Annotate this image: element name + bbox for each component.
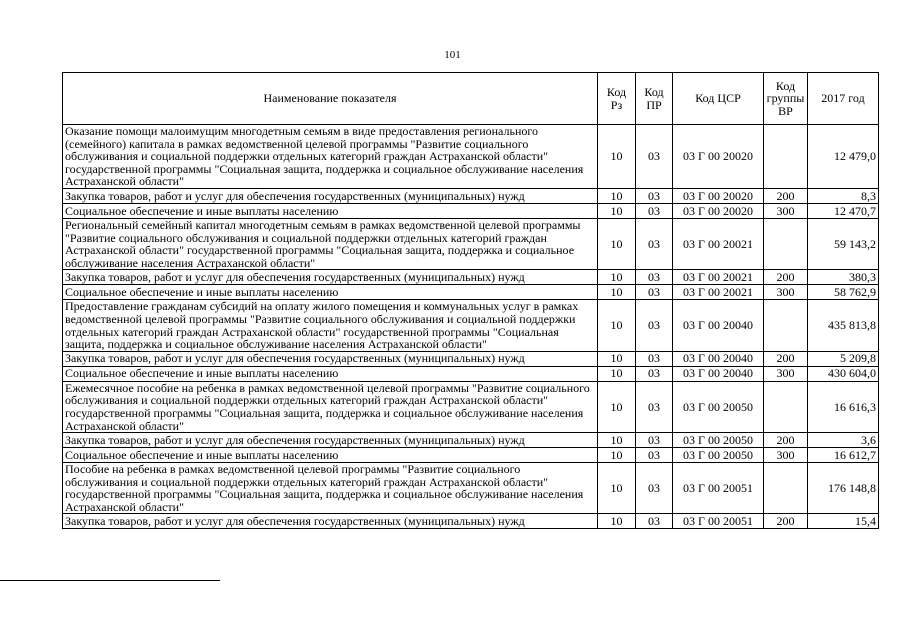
row-csr: 03 Г 00 20020 xyxy=(673,188,764,203)
header-name: Наименование показателя xyxy=(63,73,598,125)
header-pr: Код ПР xyxy=(636,73,673,125)
row-pr: 03 xyxy=(636,351,673,366)
row-pr: 03 xyxy=(636,366,673,381)
row-pr: 03 xyxy=(636,433,673,448)
row-vr: 200 xyxy=(764,514,808,529)
row-pr: 03 xyxy=(636,125,673,189)
row-amount: 12 470,7 xyxy=(808,203,879,218)
row-name: Закупка товаров, работ и услуг для обеспечения государственных (муниципальных) нужд xyxy=(63,514,598,529)
row-pr: 03 xyxy=(636,218,673,269)
row-name: Пособие на ребенка в рамках ведомственной целевой программы "Развитие социального обслуживания и социальной поддержки отдельных категорий граждан Астраханской области" государственной программы "Социальная защита, поддержка и социальное обслуживание населения Астраханской области" xyxy=(63,463,598,514)
row-name: Предоставление гражданам субсидий на оплату жилого помещения и коммунальных услуг в рамках ведомственной целевой программы "Развитие социального обслуживания и социальной поддержки отдельных категорий граждан Астраханской области" государственной программы "Социальная защита, поддержка и социальное обслуживание населения Астраханской области" xyxy=(63,300,598,351)
row-rz: 10 xyxy=(598,300,636,351)
row-name: Социальное обеспечение и иные выплаты населению xyxy=(63,203,598,218)
row-csr: 03 Г 00 20050 xyxy=(673,448,764,463)
row-pr: 03 xyxy=(636,448,673,463)
row-name: Социальное обеспечение и иные выплаты населению xyxy=(63,448,598,463)
row-vr: 200 xyxy=(764,188,808,203)
table-row xyxy=(63,351,879,366)
row-vr: 300 xyxy=(764,285,808,300)
row-csr: 03 Г 00 20040 xyxy=(673,351,764,366)
row-pr: 03 xyxy=(636,514,673,529)
row-name: Региональный семейный капитал многодетным семьям в рамках ведомственной целевой программы "Развитие социального обслуживания и социальной поддержки отдельных категорий граждан Астраханской области" государственной программы "Социальная защита, поддержка и социальное обслуживание населения Астраханской области" xyxy=(63,218,598,269)
row-name: Закупка товаров, работ и услуг для обеспечения государственных (муниципальных) нужд xyxy=(63,433,598,448)
row-amount: 430 604,0 xyxy=(808,366,879,381)
row-rz: 10 xyxy=(598,125,636,189)
row-csr: 03 Г 00 20021 xyxy=(673,218,764,269)
row-csr: 03 Г 00 20020 xyxy=(673,125,764,189)
row-rz: 10 xyxy=(598,218,636,269)
table-row xyxy=(63,448,879,463)
row-pr: 03 xyxy=(636,300,673,351)
row-rz: 10 xyxy=(598,448,636,463)
row-rz: 10 xyxy=(598,433,636,448)
row-amount: 16 612,7 xyxy=(808,448,879,463)
row-rz: 10 xyxy=(598,463,636,514)
row-amount: 3,6 xyxy=(808,433,879,448)
row-amount: 380,3 xyxy=(808,270,879,285)
row-pr: 03 xyxy=(636,188,673,203)
page-number: 101 xyxy=(444,49,461,61)
row-pr: 03 xyxy=(636,285,673,300)
row-vr: 200 xyxy=(764,351,808,366)
row-amount: 16 616,3 xyxy=(808,381,879,432)
row-vr: 300 xyxy=(764,366,808,381)
header-rz: Код Рз xyxy=(598,73,636,125)
row-name: Оказание помощи малоимущим многодетным семьям в виде предоставления регионального (семейного) капитала в рамках ведомственной целевой программы "Развитие социального обслуживания и социальной поддержки отдельных категорий граждан Астраханской области" государственной программы "Социальная защита, поддержка и социальное обслуживание населения Астраханской области" xyxy=(63,125,598,189)
table-body xyxy=(63,125,879,529)
table-row xyxy=(63,463,879,514)
row-pr: 03 xyxy=(636,381,673,432)
row-amount: 8,3 xyxy=(808,188,879,203)
table-row xyxy=(63,300,879,351)
row-pr: 03 xyxy=(636,203,673,218)
row-amount: 58 762,9 xyxy=(808,285,879,300)
row-rz: 10 xyxy=(598,514,636,529)
row-csr: 03 Г 00 20051 xyxy=(673,514,764,529)
row-pr: 03 xyxy=(636,463,673,514)
table-row xyxy=(63,433,879,448)
table-row xyxy=(63,203,879,218)
row-vr: 200 xyxy=(764,433,808,448)
row-rz: 10 xyxy=(598,188,636,203)
table-header-row xyxy=(63,73,879,125)
row-name: Социальное обеспечение и иные выплаты населению xyxy=(63,366,598,381)
row-amount: 176 148,8 xyxy=(808,463,879,514)
row-name: Закупка товаров, работ и услуг для обеспечения государственных (муниципальных) нужд xyxy=(63,270,598,285)
page-rule xyxy=(0,580,220,581)
header-year: 2017 год xyxy=(808,73,879,125)
table-row xyxy=(63,218,879,269)
row-vr xyxy=(764,300,808,351)
row-csr: 03 Г 00 20050 xyxy=(673,381,764,432)
row-rz: 10 xyxy=(598,381,636,432)
table-row xyxy=(63,125,879,189)
row-vr xyxy=(764,218,808,269)
row-rz: 10 xyxy=(598,203,636,218)
table-row xyxy=(63,188,879,203)
row-amount: 12 479,0 xyxy=(808,125,879,189)
row-rz: 10 xyxy=(598,285,636,300)
row-pr: 03 xyxy=(636,270,673,285)
row-name: Социальное обеспечение и иные выплаты населению xyxy=(63,285,598,300)
row-csr: 03 Г 00 20020 xyxy=(673,203,764,218)
budget-table xyxy=(62,72,879,529)
row-csr: 03 Г 00 20040 xyxy=(673,366,764,381)
row-csr: 03 Г 00 20021 xyxy=(673,270,764,285)
table-row xyxy=(63,514,879,529)
row-vr: 200 xyxy=(764,270,808,285)
header-vr: Код группы ВР xyxy=(764,73,808,125)
row-csr: 03 Г 00 20051 xyxy=(673,463,764,514)
row-csr: 03 Г 00 20040 xyxy=(673,300,764,351)
table-row xyxy=(63,381,879,432)
row-csr: 03 Г 00 20050 xyxy=(673,433,764,448)
row-vr: 300 xyxy=(764,448,808,463)
row-name: Закупка товаров, работ и услуг для обеспечения государственных (муниципальных) нужд xyxy=(63,188,598,203)
table-row xyxy=(63,366,879,381)
row-amount: 59 143,2 xyxy=(808,218,879,269)
row-rz: 10 xyxy=(598,351,636,366)
row-vr xyxy=(764,125,808,189)
row-rz: 10 xyxy=(598,270,636,285)
row-amount: 435 813,8 xyxy=(808,300,879,351)
table-row xyxy=(63,285,879,300)
row-amount: 5 209,8 xyxy=(808,351,879,366)
table-row xyxy=(63,270,879,285)
row-csr: 03 Г 00 20021 xyxy=(673,285,764,300)
row-amount: 15,4 xyxy=(808,514,879,529)
row-name: Закупка товаров, работ и услуг для обеспечения государственных (муниципальных) нужд xyxy=(63,351,598,366)
row-vr xyxy=(764,463,808,514)
row-rz: 10 xyxy=(598,366,636,381)
row-vr: 300 xyxy=(764,203,808,218)
header-csr: Код ЦСР xyxy=(673,73,764,125)
row-name: Ежемесячное пособие на ребенка в рамках ведомственной целевой программы "Развитие социального обслуживания и социальной поддержки отдельных категорий граждан Астраханской области" государственной программы "Социальная защита, поддержка и социальное обслуживание населения Астраханской области" xyxy=(63,381,598,432)
row-vr xyxy=(764,381,808,432)
